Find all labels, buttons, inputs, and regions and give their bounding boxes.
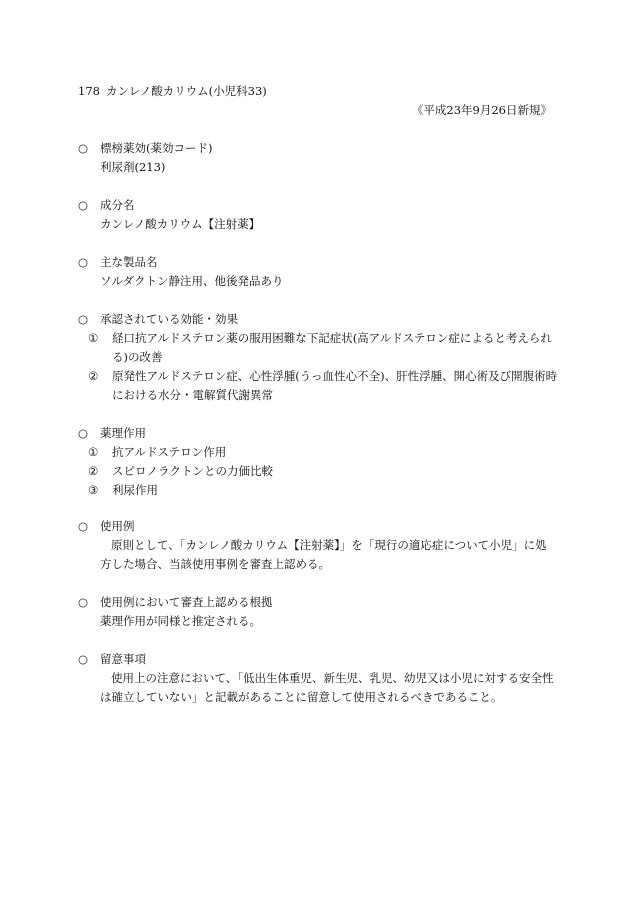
item-text: 利尿作用: [112, 483, 158, 497]
section-body: 原則として、「カンレノ酸カリウム【注射薬】」を「現行の適応症について小児」に処方した場合、当該使用事例を審査上認める。: [100, 538, 547, 571]
section-heading: 承認されている効能・効果: [100, 312, 238, 326]
item-number: ③: [88, 483, 99, 497]
bullet-mark: ○: [78, 519, 89, 533]
bullet-mark: ○: [78, 255, 89, 269]
item-number: ②: [88, 369, 99, 383]
section-ingredient: [78, 196, 558, 234]
item-number: ①: [88, 331, 99, 345]
list-item: [88, 462, 558, 481]
section-rationale: [78, 593, 558, 631]
bullet-mark: ○: [78, 141, 89, 155]
drug-title: カンレノ酸カリウム(小児科33): [106, 84, 267, 98]
section-body: 利尿剤(213): [100, 160, 166, 174]
section-notes: [78, 650, 558, 707]
section-body: カンレノ酸カリウム【注射薬】: [100, 217, 261, 231]
section-products: [78, 253, 558, 291]
entry-number: 178: [78, 84, 100, 98]
document-title: [78, 82, 267, 101]
section-body: 薬理作用が同様と推定される。: [100, 614, 261, 628]
section-heading: 留意事項: [100, 652, 146, 666]
bullet-mark: ○: [78, 312, 89, 326]
section-heading: 主な製品名: [100, 255, 158, 269]
section-body: ソルダクトン静注用、他後発品あり: [100, 274, 284, 288]
section-indications: [78, 310, 558, 405]
bullet-mark: ○: [78, 595, 89, 609]
bullet-mark: ○: [78, 198, 89, 212]
item-text: スピロノラクトンとの力価比較: [112, 464, 273, 478]
bullet-mark: ○: [78, 652, 89, 666]
section-pharmacology: [78, 424, 558, 500]
bullet-mark: ○: [78, 426, 89, 440]
list-item: [88, 367, 558, 405]
item-text: 抗アルドステロン作用: [112, 445, 227, 459]
list-item: [88, 481, 558, 500]
item-number: ②: [88, 464, 99, 478]
section-heading: 標榜薬効(薬効コード): [100, 141, 213, 155]
section-body: 使用上の注意において、「低出生体重児、新生児、乳児、幼児又は小児に対する安全性は確立していない」と記載があることに留意して使用されるべきであること。: [100, 671, 554, 704]
section-heading: 薬理作用: [100, 426, 146, 440]
revision-date: 《平成23年9月26日新規》: [411, 103, 552, 117]
item-text: 原発性アルドステロン症、心性浮腫(うっ血性心不全)、肝性浮腫、開心術及び開腹術時における水分・電解質代謝異常: [112, 369, 558, 402]
section-usage-example: [78, 517, 558, 574]
list-item: [88, 329, 558, 367]
section-heading: 成分名: [100, 198, 135, 212]
section-heading: 使用例: [100, 519, 135, 533]
item-text: 経口抗アルドステロン薬の服用困難な下記症状(高アルドステロン症によると考えられる)の改善: [112, 331, 552, 364]
section-therapeutic-category: [78, 139, 558, 177]
section-heading: 使用例において審査上認める根拠: [100, 595, 273, 609]
list-item: [88, 443, 558, 462]
item-number: ①: [88, 445, 99, 459]
